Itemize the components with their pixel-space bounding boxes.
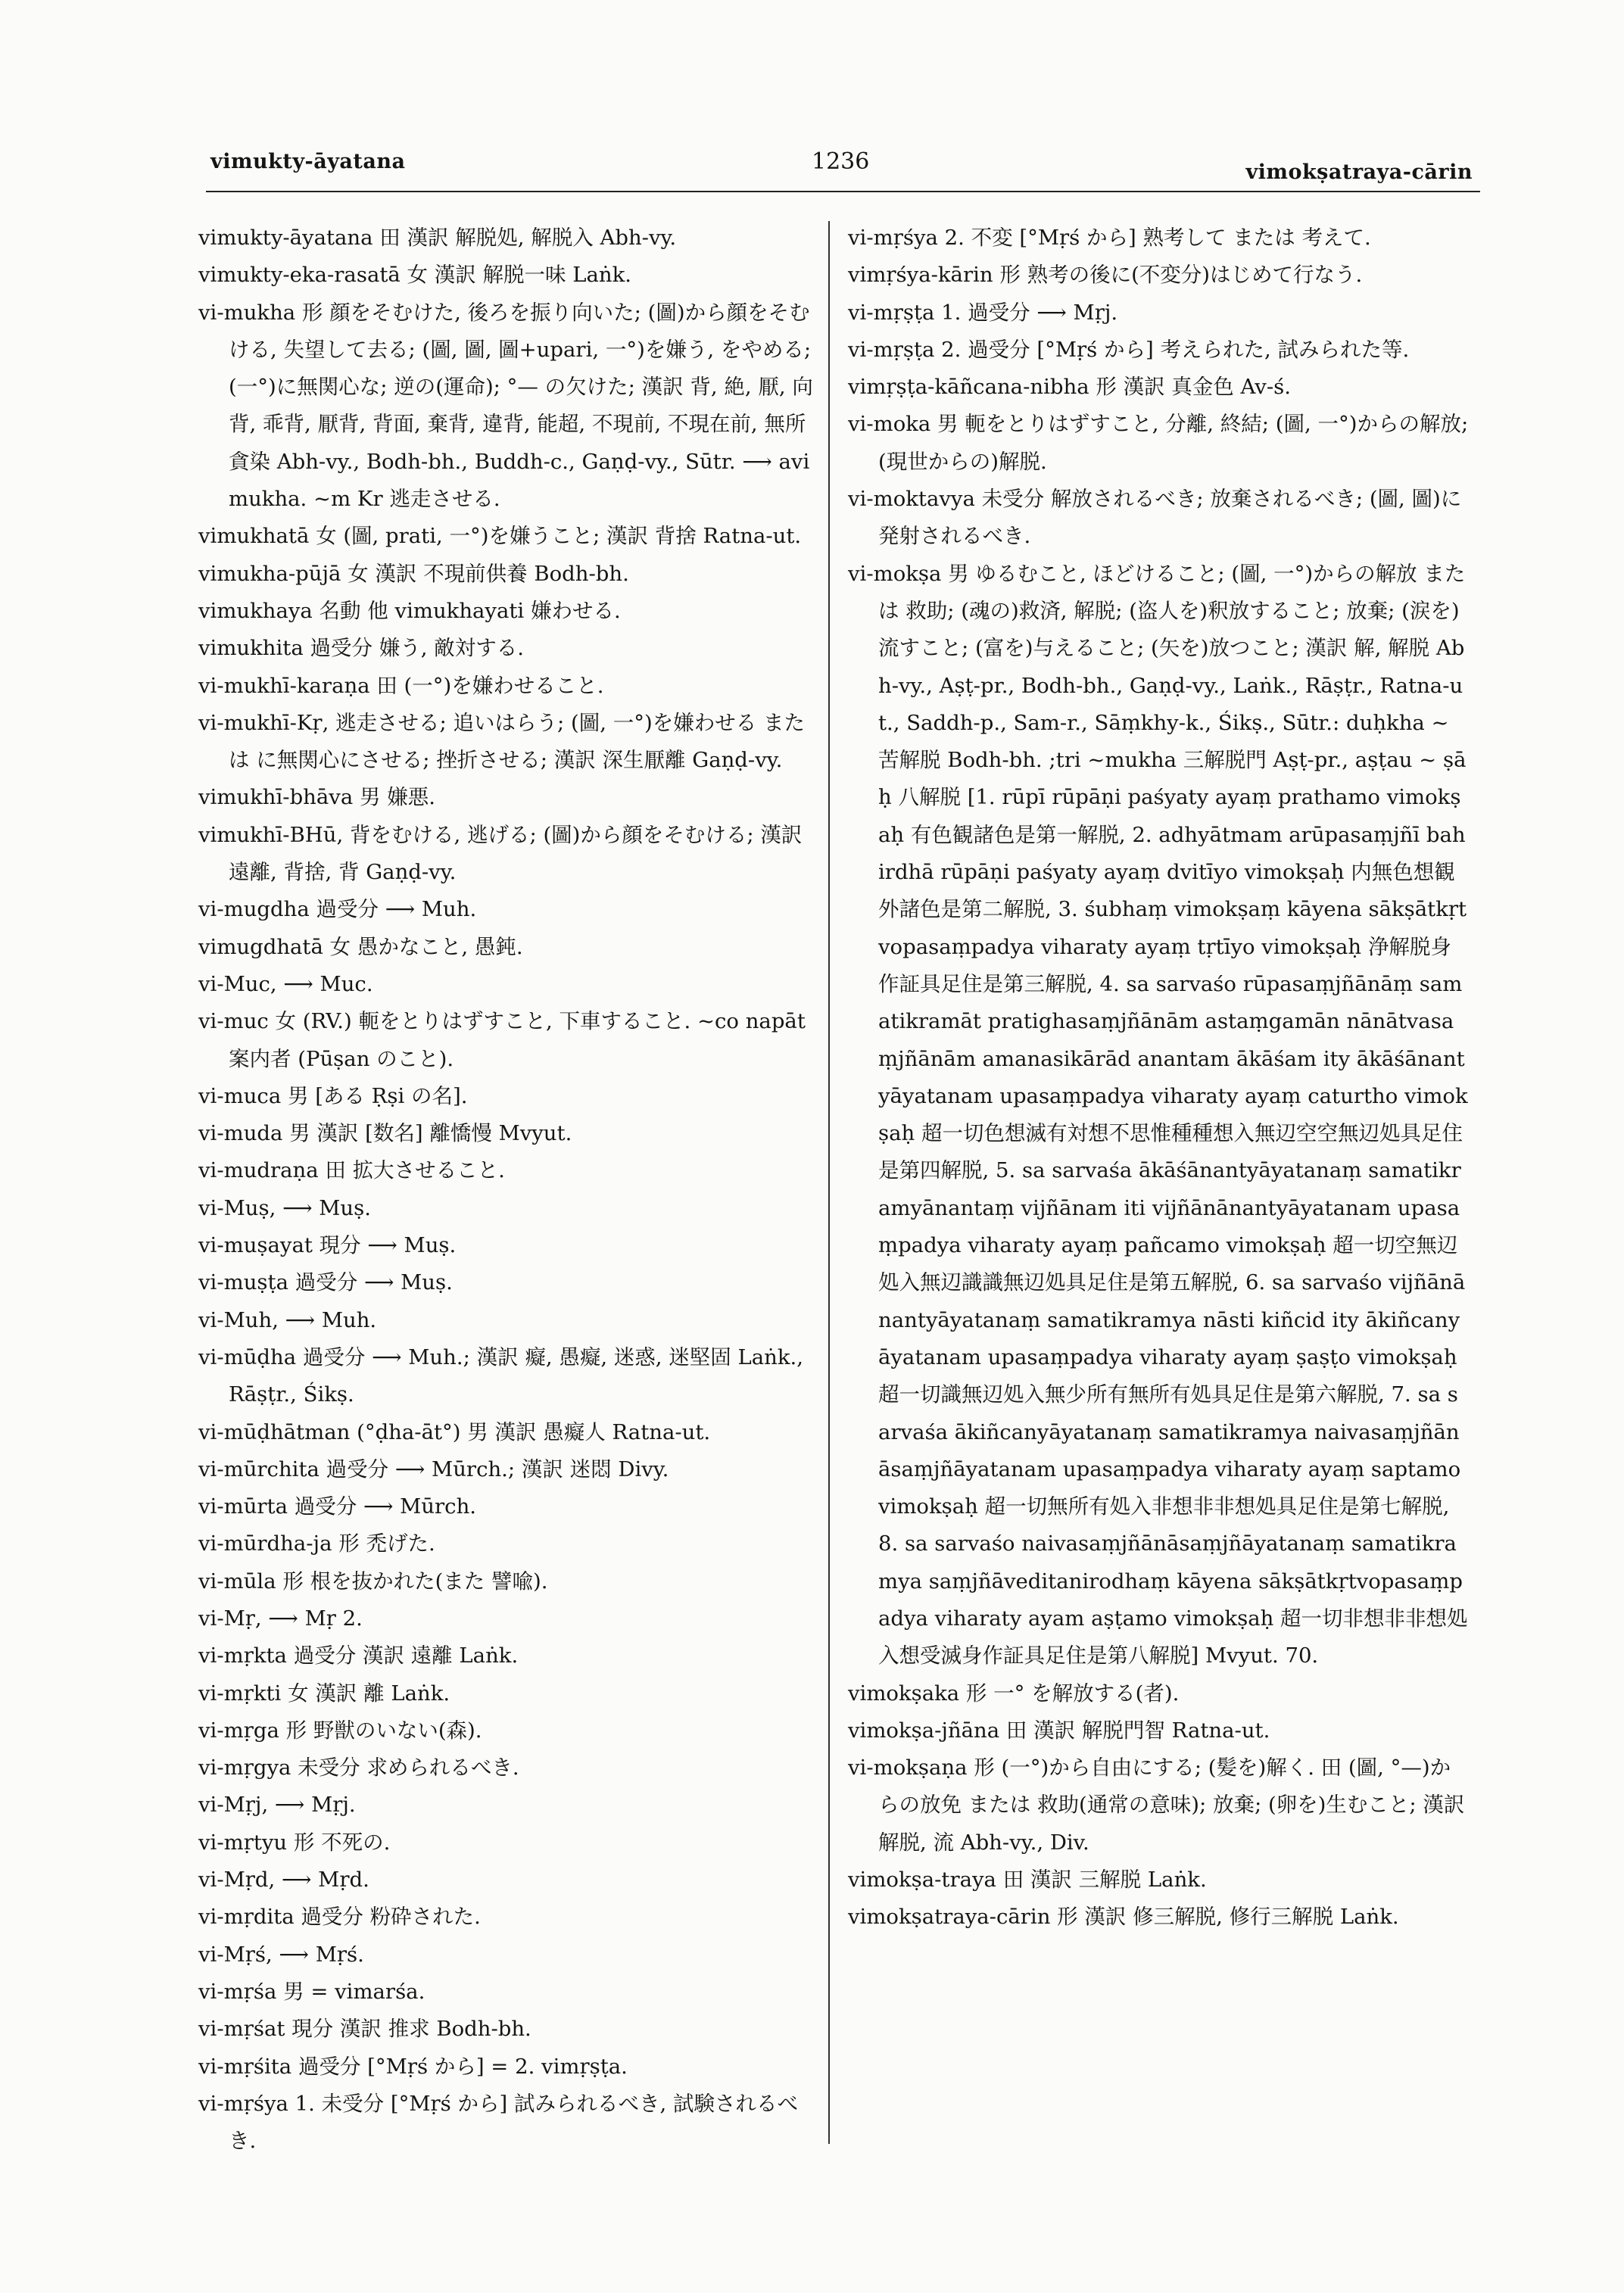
dictionary-entry: vimukha-pūjā 女 漢訳 不現前供養 Bodh-bh. <box>198 561 629 586</box>
dictionary-entry: vi-mṛṣṭa 2. 過受分 [°Mṛś から] 考えられた, 試みられた等. <box>848 337 1410 362</box>
dictionary-entry: vi-mugdha 過受分 ⟶ Muh. <box>198 897 477 922</box>
dictionary-entry: vimukhī-bhāva 男 嫌悪. <box>198 785 435 810</box>
dictionary-entry: vi-Muh, ⟶ Muh. <box>198 1307 377 1332</box>
dictionary-entry: vi-mṛkta 過受分 漢訳 遠離 Laṅk. <box>198 1643 519 1668</box>
dictionary-entry: vi-mṛṣṭa 1. 過受分 ⟶ Mṛj. <box>848 300 1118 325</box>
dictionary-entry: vimokṣa-jñāna 田 漢訳 解脱門智 Ratna-ut. <box>848 1718 1270 1743</box>
dictionary-entry: vi-muca 男 [ある Ṛṣi の名]. <box>198 1083 468 1108</box>
dictionary-entry: vi-mṛgya 未受分 求められるべき. <box>198 1756 519 1781</box>
dictionary-entry: vimukhita 過受分 嫌う, 敵対する. <box>198 636 524 661</box>
dictionary-entry: vimukhatā 女 (圖, prati, 一°)を嫌うこと; 漢訳 背捨 Ratna-ut. <box>198 524 802 549</box>
dictionary-entry: vi-muc 女 (RV.) 軛をとりはずすこと, 下車すること. ~co napāt 案内者 (Pūṣan のこと). <box>198 1009 806 1071</box>
dictionary-entry: vi-Mṛd, ⟶ Mṛd. <box>198 1868 369 1893</box>
dictionary-entry: vi-mudraṇa 田 拡大させること. <box>198 1158 505 1183</box>
dictionary-entry: vi-moktavya 未受分 解放されるべき; 放棄されるべき; (圖, 圖)に発射されるべき. <box>848 487 1462 549</box>
dictionary-entry: vimokṣa-traya 田 漢訳 三解脱 Laṅk. <box>848 1868 1207 1893</box>
running-head-right: vimokṣatraya-cārin <box>1245 160 1473 184</box>
dictionary-entry: vimukty-eka-rasatā 女 漢訳 解脱一味 Laṅk. <box>198 263 632 288</box>
dictionary-entry: vimokṣatraya-cārin 形 漢訳 修三解脱, 修行三解脱 Laṅk. <box>848 1905 1399 1930</box>
dictionary-entry: vimugdhatā 女 愚かなこと, 愚鈍. <box>198 934 523 959</box>
dictionary-entry: vi-muda 男 漢訳 [数名] 離憍慢 Mvyut. <box>198 1121 572 1146</box>
dictionary-entry: vi-mṛtyu 形 不死の. <box>198 1830 391 1855</box>
right-column <box>848 220 1469 1936</box>
dictionary-entry: vi-mūrdha-ja 形 禿げた. <box>198 1531 435 1556</box>
dictionary-entry: vi-Mṛj, ⟶ Mṛj. <box>198 1793 356 1818</box>
dictionary-entry: vimṛśya-kārin 形 熟考の後に(不変分)はじめて行なう. <box>848 263 1363 288</box>
left-column <box>198 220 813 2160</box>
page-number: 1236 <box>812 148 870 175</box>
header-rule <box>206 191 1480 192</box>
dictionary-entry: vi-mṛśita 過受分 [°Mṛś から] = 2. vimṛṣṭa. <box>198 2054 628 2079</box>
dictionary-entry: vi-mokṣaṇa 形 (一°)から自由にする; (髪を)解く. 田 (圖, °—)からの放免 または 救助(通常の意味); 放棄; (卵を)生むこと; 漢訳 解脱, 流 Abh-vy., Div. <box>848 1756 1465 1855</box>
dictionary-entry: vi-Mṛ, ⟶ Mṛ 2. <box>198 1606 363 1631</box>
dictionary-entry: vi-mṛśa 男 = vimarśa. <box>198 1979 425 2004</box>
dictionary-entry: vi-mūḍhātman (°ḍha-āt°) 男 漢訳 愚癡人 Ratna-ut. <box>198 1419 711 1444</box>
dictionary-entry: vi-Muc, ⟶ Muc. <box>198 971 373 996</box>
dictionary-entry: vi-Mṛś, ⟶ Mṛś. <box>198 1942 364 1967</box>
dictionary-entry: vimukty-āyatana 田 漢訳 解脱処, 解脱入 Abh-vy. <box>198 226 677 250</box>
dictionary-entry: vimukhaya 名動 他 vimukhayati 嫌わせる. <box>198 598 621 623</box>
dictionary-entry: vi-mṛśat 現分 漢訳 推求 Bodh-bh. <box>198 2017 531 2042</box>
dictionary-entry: vi-mṛdita 過受分 粉砕された. <box>198 1905 481 1930</box>
dictionary-entry: vi-muṣṭa 過受分 ⟶ Muṣ. <box>198 1270 453 1295</box>
dictionary-entry: vi-mṛśya 1. 未受分 [°Mṛś から] 試みられるべき, 試験されるべき. <box>198 2091 798 2154</box>
dictionary-entry: vi-mokṣa 男 ゆるむこと, ほどけること; (圖, 一°)からの解放 または 救助; (魂の)救済, 解脱; (盗人を)釈放すること; 放棄; (涙を)流すこと; (富を)与えること; (矢を)放つこと; 漢訳 解, 解脱 Abh-vy., Aṣṭ-pr., Bodh-bh., Gaṇḍ-vy., Laṅk., Rāṣṭr., Ratna-ut., Saddh-p., Sam-r., Sāṃkhy-k., Śikṣ., Sūtr.: duḥkha ~ 苦解脱 Bodh-bh. ;tri ~mukha 三解脱門 Aṣṭ-pr., aṣṭau ~ ṣāḥ 八解脱 [1. rūpī rūpāṇi paśyaty ayaṃ prathamo vimokṣaḥ 有色観諸色是第一解脱, 2. adhyātmam arūpasaṃjñī bahirdhā rūpāṇi paśyaty ayaṃ dvitīyo vimokṣaḥ 内無色想観外諸色是第二解脱, 3. śubhaṃ vimokṣaṃ kāyena sākṣātkṛtvopasaṃpadya viharaty ayaṃ tṛtīyo vimokṣaḥ 浄解脱身作証具足住是第三解脱, 4. sa sarvaśo rūpasaṃjñānāṃ samatikramāt pratighasaṃjñānām astaṃgamān nānātvasaṃjñānām amanasikārād anantam ākāśam ity ākāśānantyāyatanam upasaṃpadya viharaty ayaṃ caturtho vimokṣaḥ 超一切色想滅有対想不思惟種種想入無辺空空無辺処具足住是第四解脱, 5. sa sarvaśa ākāśānantyāyatanaṃ samatikramyānantaṃ vijñānam iti vijñānānantyāyatanam upasaṃpadya viharaty ayaṃ pañcamo vimokṣaḥ 超一切空無辺処入無辺識識無辺処具足住是第五解脱, 6. sa sarvaśo vijñānānantyāyatanaṃ samatikramya nāsti kiñcid ity ākiñcanyāyatanam upasaṃpadya viharaty ayaṃ ṣaṣṭo vimokṣaḥ 超一切識無辺処入無少所有無所有処具足住是第六解脱, 7. sa sarvaśa ākiñcanyāyatanaṃ samatikramya naivasaṃjñānāsaṃjñāyatanam upasaṃpadya viharaty ayaṃ saptamo vimokṣaḥ 超一切無所有処入非想非非想処具足住是第七解脱, 8. sa sarvaśo naivasaṃjñānāsaṃjñāyatanaṃ samatikramya saṃjñāveditanirodhaṃ kāyena sākṣātkṛtvopasaṃpadya viharaty ayam aṣṭamo vimokṣaḥ 超一切非想非非想処入想受滅身作証具足住是第八解脱] Mvyut. 70. <box>848 561 1468 1668</box>
dictionary-entry: vi-mṛśya 2. 不変 [°Mṛś から] 熟考して または 考えて. <box>848 226 1371 250</box>
dictionary-entry: vimṛṣṭa-kāñcana-nibha 形 漢訳 真金色 Av-ś. <box>848 375 1291 400</box>
dictionary-entry: vi-mūla 形 根を抜かれた(また 譬喩). <box>198 1569 548 1594</box>
dictionary-entry: vi-muṣayat 現分 ⟶ Muṣ. <box>198 1233 457 1258</box>
dictionary-entry: vimokṣaka 形 一° を解放する(者). <box>848 1681 1180 1706</box>
dictionary-entry: vi-Muṣ, ⟶ Muṣ. <box>198 1195 371 1220</box>
dictionary-entry: vi-mukha 形 顔をそむけた, 後ろを振り向いた; (圖)から顔をそむける, 失望して去る; (圖, 圖, 圖+upari, 一°)を嫌う, をやめる; (一°)に無関心な; 逆の(運命); °— の欠けた; 漢訳 背, 絶, 厭, 向背, 乖背, 厭背, 背面, 棄背, 違背, 能超, 不現前, 不現在前, 無所貪染 Abh-vy., Bodh-bh., Buddh-c., Gaṇḍ-vy., Sūtr. ⟶ avimukha. ~m Kr 逃走させる. <box>198 300 813 512</box>
column-separator <box>828 221 830 2144</box>
dictionary-entry: vi-mūḍha 過受分 ⟶ Muh.; 漢訳 癡, 愚癡, 迷惑, 迷堅固 Laṅk., Rāṣṭr., Śikṣ. <box>198 1344 804 1407</box>
dictionary-entry: vi-mūrchita 過受分 ⟶ Mūrch.; 漢訳 迷悶 Divy. <box>198 1456 669 1481</box>
dictionary-entry: vi-mūrta 過受分 ⟶ Mūrch. <box>198 1494 477 1519</box>
dictionary-entry: vi-mṛkti 女 漢訳 離 Laṅk. <box>198 1681 450 1706</box>
dictionary-entry: vi-moka 男 軛をとりはずすこと, 分離, 終結; (圖, 一°)からの解放; (現世からの)解脱. <box>848 412 1469 474</box>
dictionary-entry: vi-mukhī-Kṛ, 逃走させる; 追いはらう; (圖, 一°)を嫌わせる または に無関心にさせる; 挫折させる; 漢訳 深生厭離 Gaṇḍ-vy. <box>198 710 805 773</box>
dictionary-entry: vimukhī-BHū, 背をむける, 逃げる; (圖)から顔をそむける; 漢訳 遠離, 背捨, 背 Gaṇḍ-vy. <box>198 822 803 885</box>
running-head-left: vimukty-āyatana <box>210 150 406 173</box>
dictionary-entry: vi-mukhī-karaṇa 田 (一°)を嫌わせること. <box>198 673 604 698</box>
dictionary-entry: vi-mṛga 形 野獣のいない(森). <box>198 1718 482 1743</box>
